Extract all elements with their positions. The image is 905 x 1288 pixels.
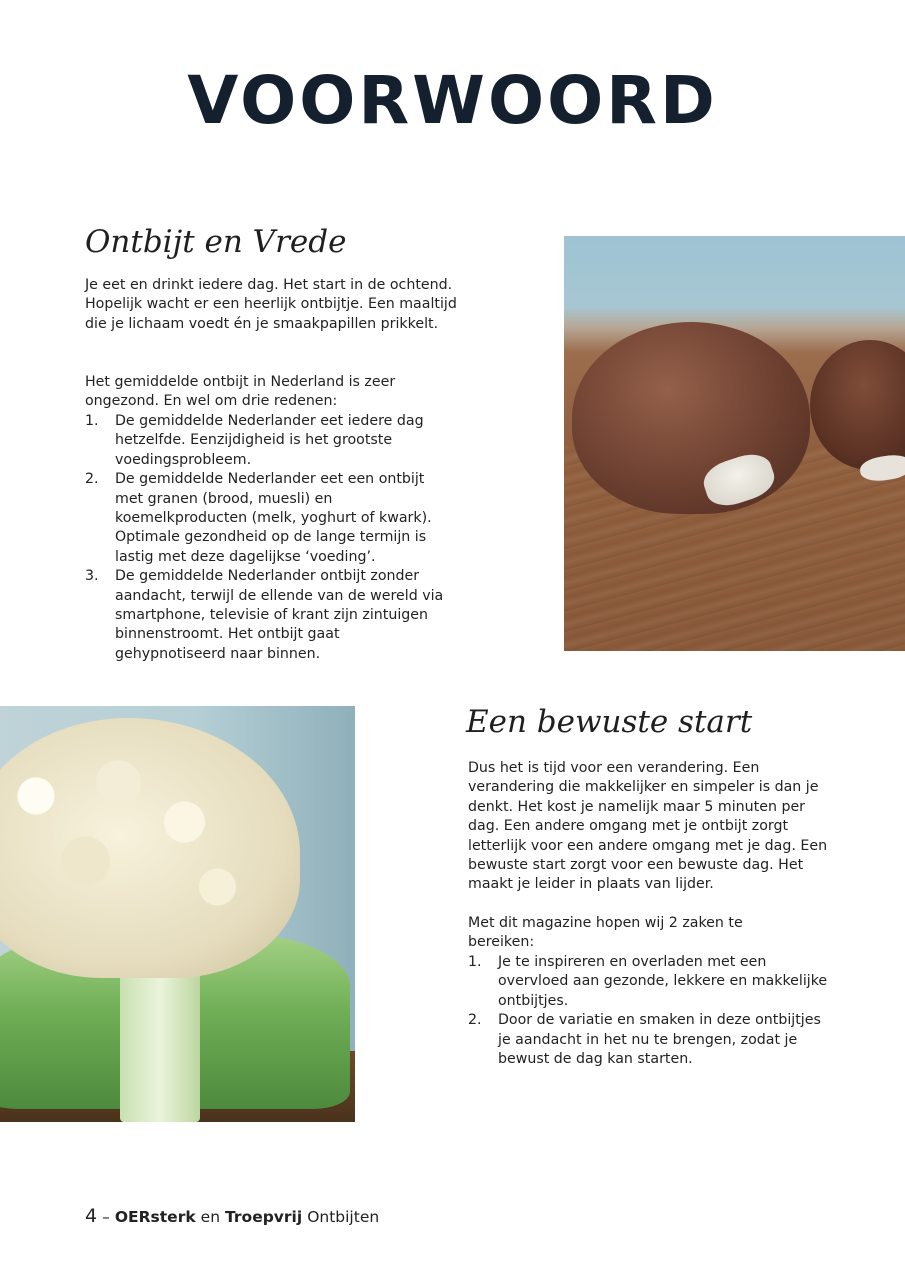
footer-separator: – [102, 1208, 110, 1226]
section2-paragraph-1: Dus het is tijd voor een verandering. Een verandering die makkelijker en simpeler is dan je denkt. Het kost je namelijk maar 5 minuten per dag. Een andere omgang met je ontbijt zorgt letterlijk voor een andere omgang met je dag. Een bewuste start zorgt voor een bewuste dag. Het maakt je leider in plaats van lijder. [468, 760, 828, 893]
page-footer [85, 1205, 379, 1227]
list-item-text: De gemiddelde Nederlander eet een ontbijt met granen (brood, muesli) en koemelkproducten (melk, yoghurt of kwark). Optimale gezondheid op de lange termijn is lastig met deze dagelijkse ‘voeding’. [115, 471, 432, 565]
cauliflower-photo [0, 706, 355, 1122]
list-item [85, 470, 450, 567]
page-number: 4 [85, 1205, 98, 1227]
cauliflower-stalk [120, 956, 200, 1122]
page-title: VOORWOORD [187, 62, 718, 139]
cauliflower-head [0, 718, 300, 978]
list-item [468, 953, 833, 1011]
section1-paragraph-2: Het gemiddelde ontbijt in Nederland is zeer ongezond. En wel om drie redenen: [85, 374, 396, 410]
mushrooms-photo [564, 236, 905, 651]
footer-tail: Ontbijten [307, 1208, 380, 1226]
list-item-number: 1. [468, 954, 482, 970]
list-item [85, 567, 450, 664]
list-item-number: 3. [85, 568, 99, 585]
section2-paragraph-2: Met dit magazine hopen wij 2 zaken te bereiken: [468, 915, 743, 951]
section2-goals-list [468, 953, 833, 1069]
list-item-number: 1. [85, 413, 99, 429]
list-item-text: De gemiddelde Nederlander ontbijt zonder aandacht, terwijl de ellende van de wereld via smartphone, televisie of krant zijn zintuigen binnenstroomt. Het ontbijt gaat gehypnotiseerd naar binnen. [115, 568, 444, 662]
list-item-number: 2. [85, 471, 99, 488]
list-item-text: De gemiddelde Nederlander eet iedere dag hetzelfde. Eenzijdigheid is het grootste voedingsprobleem. [115, 413, 424, 468]
list-item-text: Door de variatie en smaken in deze ontbijtjes je aandacht in het nu te brengen, zodat je bewust de dag kan starten. [498, 1012, 821, 1068]
list-item-number: 2. [468, 1012, 482, 1029]
mushroom-cap-front [572, 322, 810, 514]
footer-brand-troepvrij: Troepvrij [225, 1208, 303, 1226]
section-heading-een-bewuste-start: Een bewuste start [466, 704, 753, 740]
list-item-text: Je te inspireren en overladen met een overvloed aan gezonde, lekkere en makkelijke ontbijtjes. [498, 954, 828, 1009]
section1-paragraph-1: Je eet en drinkt iedere dag. Het start in de ochtend. Hopelijk wacht er een heerlijk ontbijtje. Een maaltijd die je lichaam voedt én je smaakpapillen prikkelt. [85, 277, 457, 332]
section1-reasons-list [85, 412, 450, 664]
footer-conjunction: en [200, 1208, 221, 1226]
list-item [468, 1011, 833, 1069]
list-item [85, 412, 450, 470]
footer-brand-oersterk: OERsterk [114, 1208, 196, 1226]
section-heading-ontbijt-en-vrede: Ontbijt en Vrede [85, 224, 347, 260]
